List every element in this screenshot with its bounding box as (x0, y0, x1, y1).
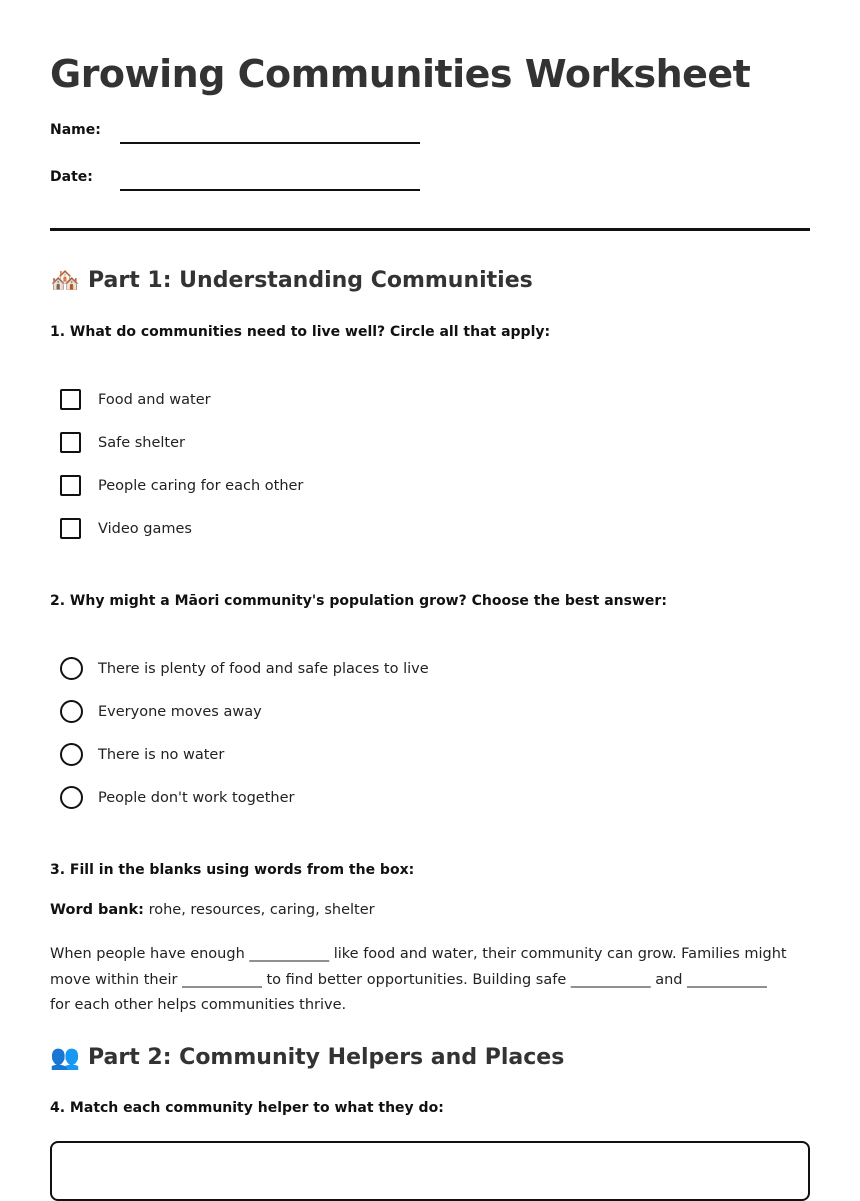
fill-in-passage: When people have enough ___________ like food and water, their community can grow. Families might move within their ___________ to find better opportunities. Building safe ___________ and ___________ for each other helps communities thrive. (50, 946, 787, 1013)
matching-box (50, 1141, 810, 1201)
option-label: There is no water (98, 746, 225, 763)
q2-option-no-water[interactable] (60, 743, 224, 766)
date-input-line[interactable] (120, 171, 420, 191)
name-input-line[interactable] (120, 124, 420, 144)
checkbox[interactable] (60, 518, 81, 539)
part1-heading (50, 266, 533, 294)
word-bank-label: Word bank: (50, 902, 144, 918)
checkbox[interactable] (60, 475, 81, 496)
option-label: Safe shelter (98, 434, 185, 451)
word-bank (50, 902, 375, 918)
option-label: People caring for each other (98, 477, 304, 494)
part2-heading-text: Part 2: Community Helpers and Places (88, 1044, 565, 1070)
word-bank-words: rohe, resources, caring, shelter (148, 902, 375, 918)
q2-option-not-together[interactable] (60, 786, 294, 809)
radio-button[interactable] (60, 657, 83, 680)
radio-button[interactable] (60, 786, 83, 809)
header-divider (50, 228, 810, 231)
q2-option-plenty-food[interactable] (60, 657, 429, 680)
question-1: 1. What do communities need to live well? Circle all that apply: (50, 324, 551, 340)
option-label: People don't work together (98, 789, 295, 806)
radio-button[interactable] (60, 743, 83, 766)
checkbox[interactable] (60, 389, 81, 410)
q1-option-safe-shelter[interactable] (60, 432, 185, 453)
q1-option-people-caring[interactable] (60, 475, 303, 496)
q2-option-everyone-moves[interactable] (60, 700, 262, 723)
houses-icon: 🏘️ (50, 266, 80, 294)
q1-option-food-water[interactable] (60, 389, 211, 410)
question-3: 3. Fill in the blanks using words from the box: (50, 862, 415, 878)
checkbox[interactable] (60, 432, 81, 453)
date-label: Date: (50, 169, 93, 185)
option-label: There is plenty of food and safe places to live (98, 660, 429, 677)
radio-button[interactable] (60, 700, 83, 723)
name-field (50, 122, 420, 138)
option-label: Food and water (98, 391, 211, 408)
part1-heading-text: Part 1: Understanding Communities (88, 267, 533, 293)
option-label: Video games (98, 520, 192, 537)
part2-heading (50, 1043, 564, 1071)
page-title: Growing Communities Worksheet (50, 52, 751, 96)
question-4: 4. Match each community helper to what they do: (50, 1100, 444, 1116)
name-label: Name: (50, 122, 101, 138)
option-label: Everyone moves away (98, 703, 262, 720)
date-field (50, 169, 420, 185)
q1-option-video-games[interactable] (60, 518, 192, 539)
question-2: 2. Why might a Māori community's population grow? Choose the best answer: (50, 593, 667, 609)
people-icon: 👥 (50, 1043, 80, 1071)
